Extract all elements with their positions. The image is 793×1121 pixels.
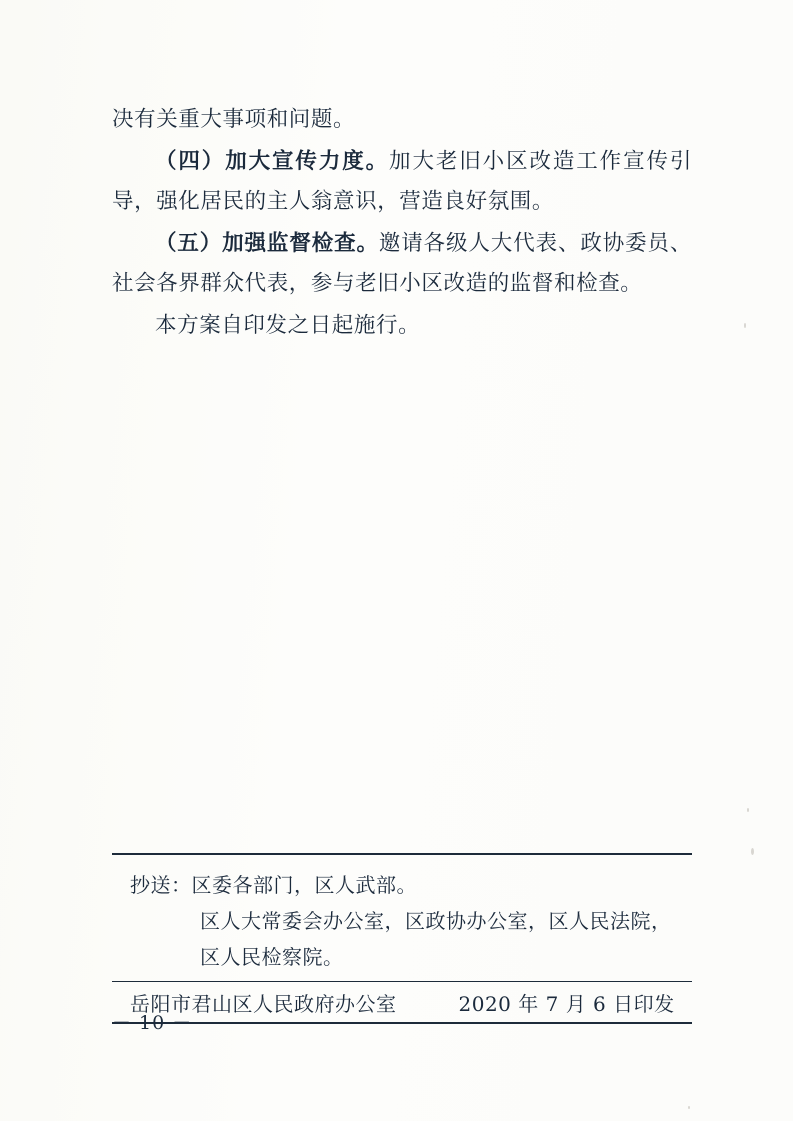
scan-speck	[744, 323, 746, 328]
paragraph-text: 邀请各级人大代表、政协委员、社会各界群众代表，参与老旧小区改造的监督和检查。	[112, 231, 692, 296]
paragraph-lead: （五）加强监督检查。	[155, 231, 379, 256]
circulation-line-2	[112, 903, 692, 939]
scan-speck	[688, 1106, 690, 1109]
scan-speck	[751, 848, 754, 855]
paragraph-continued	[112, 100, 692, 140]
paragraph-text: 本方案自印发之日起施行。	[155, 313, 421, 338]
document-body	[112, 100, 692, 853]
paragraph-text: 决有关重大事项和问题。	[112, 107, 356, 132]
circulation-line-3	[112, 939, 692, 975]
circulation-text: 区人大常委会办公室，区政协办公室，区人民法院，	[200, 908, 672, 933]
circulation-text: 区委各部门，区人武部。	[191, 872, 417, 897]
scan-speck	[747, 808, 749, 812]
issuer-office: 岳阳市君山区人民政府办公室	[130, 992, 397, 1017]
circulation-text: 区人民检察院。	[200, 944, 344, 969]
circulation-label: 抄送：	[130, 872, 192, 897]
circulation-line-1	[112, 867, 692, 903]
paragraph-text: 加大老旧小区改造工作宣传引导，强化居民的主人翁意识，营造良好氛围。	[112, 149, 692, 214]
paragraph-effective-date	[112, 306, 692, 346]
paragraph-lead: （四）加大宣传力度。	[155, 149, 390, 174]
circulation-block	[112, 855, 692, 981]
blank-space	[112, 348, 692, 853]
paragraph-item-5	[112, 224, 692, 304]
paragraph-item-4	[112, 142, 692, 222]
page-number: － 10 －	[112, 1012, 193, 1034]
issue-date: 2020 年 7 月 6 日印发	[458, 992, 675, 1017]
document-footer	[112, 853, 692, 1024]
